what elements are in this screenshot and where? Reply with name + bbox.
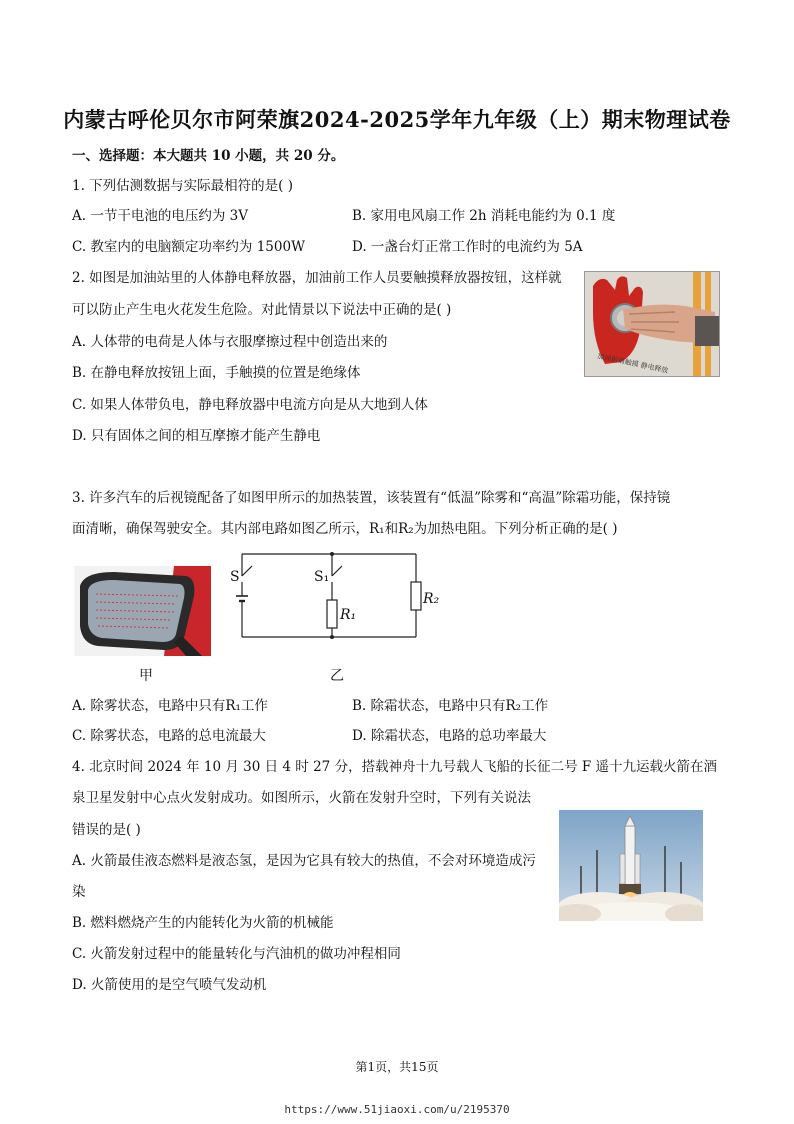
q2-option-d: D. 只有固体之间的相互摩擦才能产生静电: [72, 428, 321, 444]
mirror-photo: [74, 566, 211, 656]
q1-stem: 1. 下列估测数据与实际最相符的是( ): [72, 178, 293, 194]
q4-option-b: B. 燃料燃烧产生的内能转化为火箭的机械能: [72, 915, 334, 931]
q1-option-a: A. 一节干电池的电压约为 3V: [72, 208, 248, 224]
q2-option-b: B. 在静电释放按钮上面，手触摸的位置是绝缘体: [72, 365, 361, 381]
circuit-svg: [228, 548, 428, 644]
q3-option-d: D. 除霜状态，电路的总功率最大: [352, 728, 547, 744]
q4-stem-line2: 泉卫星发射中心点火发射成功。如图所示，火箭在发射升空时，下列有关说法: [72, 790, 531, 806]
q1-option-c: C. 教室内的电脑额定功率约为 1500W: [72, 239, 305, 255]
source-url[interactable]: https://www.51jiaoxi.com/u/2195370: [284, 1103, 510, 1116]
q3-stem-line1: 3. 许多汽车的后视镜配备了如图甲所示的加热装置，该装置有“低温”除雾和“高温”除霜功能，保持镜: [72, 490, 671, 506]
q4-stem-line3: 错误的是( ): [72, 822, 141, 838]
hand-on-button-image: [585, 272, 719, 376]
rocket-launch-photo: [559, 810, 703, 921]
q4-option-c: C. 火箭发射过程中的能量转化与汽油机的做功冲程相同: [72, 946, 401, 962]
heated-mirror-image: [74, 566, 211, 656]
q3-option-c: C. 除雾状态，电路的总电流最大: [72, 728, 266, 744]
figure-yi-label: 乙: [330, 668, 344, 684]
q3-stem-line2: 面清晰，确保驾驶安全。其内部电路如图乙所示，R₁和R₂为加热电阻。下列分析正确的是( ): [72, 521, 618, 537]
q4-option-a-line1: A. 火箭最佳液态燃料是液态氢，是因为它具有较大的热值，不会对环境造成污: [72, 853, 536, 869]
q3-option-a: A. 除雾状态，电路中只有R₁工作: [72, 698, 268, 714]
section-heading: 一、选择题：本大题共 10 小题，共 20 分。: [72, 148, 345, 164]
resistor-r1-label: R₁: [340, 607, 357, 623]
switch-s1-label: S₁: [314, 569, 330, 585]
q2-stem-line1: 2. 如图是加油站里的人体静电释放器，加油前工作人员要触摸释放器按钮，这样就: [72, 270, 562, 286]
q2-option-c: C. 如果人体带负电，静电释放器中电流方向是从大地到人体: [72, 397, 428, 413]
resistor-r2-label: R₂: [423, 591, 440, 607]
q1-option-b: B. 家用电风扇工作 2h 消耗电能约为 0.1 度: [352, 208, 616, 224]
q4-stem-line1: 4. 北京时间 2024 年 10 月 30 日 4 时 27 分，搭载神舟十九号载人飞船的长征二号 F 遥十九运载火箭在酒: [72, 759, 718, 775]
circuit-diagram: [228, 548, 428, 644]
static-discharger-photo: [584, 271, 720, 377]
figure-jia-label: 甲: [139, 668, 153, 684]
q1-option-d: D. 一盏台灯正常工作时的电流约为 5A: [352, 239, 583, 255]
page-title: 内蒙古呼伦贝尔市阿荣旗2024-2025学年九年级（上）期末物理试卷: [63, 107, 731, 132]
q2-stem-line2: 可以防止产生电火花发生危险。对此情景以下说法中正确的是( ): [72, 302, 452, 318]
q3-option-b: B. 除霜状态，电路中只有R₂工作: [352, 698, 549, 714]
q2-option-a: A. 人体带的电荷是人体与衣服摩擦过程中创造出来的: [72, 334, 388, 350]
discharger-caption: 加油前请触摸 静电释放: [596, 352, 669, 375]
q4-option-a-line2: 染: [72, 884, 86, 900]
switch-s-label: S: [230, 569, 240, 585]
page-number-footer: 第1页，共15页: [355, 1060, 439, 1074]
q4-option-d: D. 火箭使用的是空气喷气发动机: [72, 977, 267, 993]
rocket-launch-image: [559, 810, 703, 921]
